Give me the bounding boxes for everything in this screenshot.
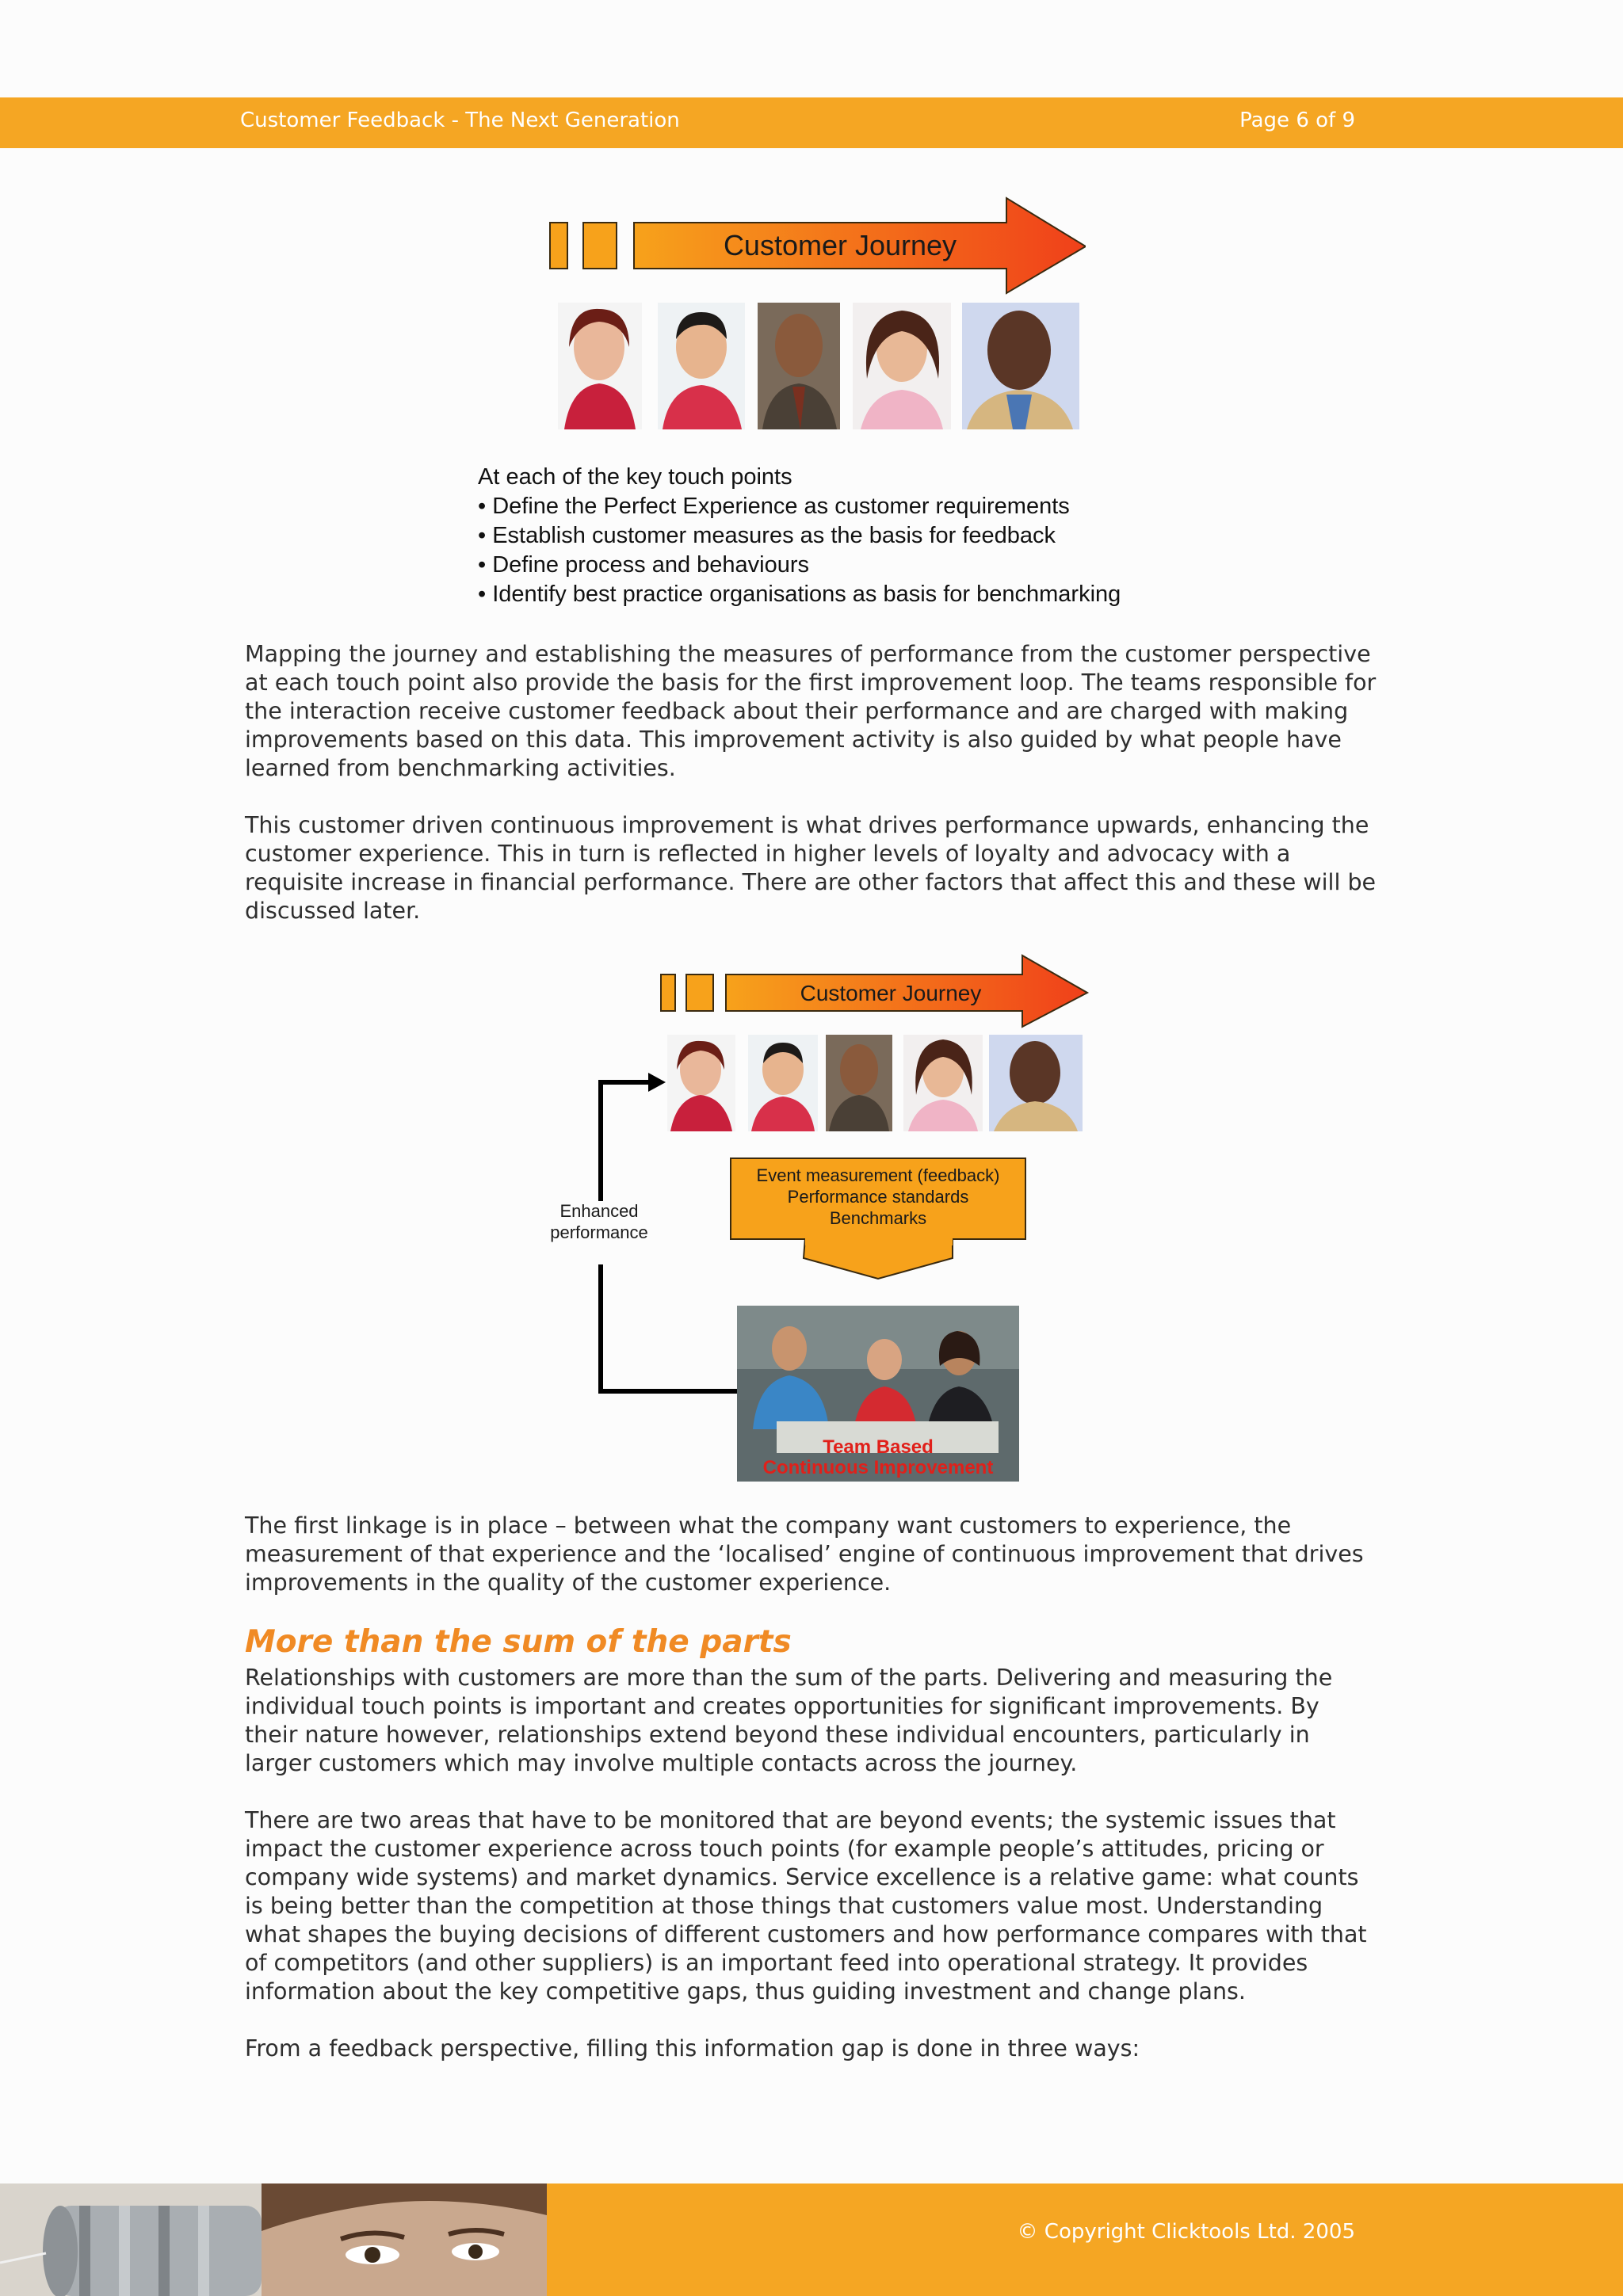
customer-portrait: [558, 303, 642, 429]
journey-stage-block: [686, 974, 713, 1011]
document-title: Customer Feedback - The Next Generation: [240, 109, 680, 132]
body-paragraph: From a feedback perspective, filling this information gap is done in three ways:: [245, 2035, 1140, 2061]
measurement-box-text: Event measurement (feedback): [756, 1165, 1000, 1185]
customer-portrait: [903, 1035, 983, 1131]
body-paragraph: The first linkage is in place – between what the company want customers to experience, the measurement of that experience and the ‘localised’ engine of continuous improvement that drives improvements in the quality of the customer experience.: [245, 1512, 1364, 1596]
customer-portrait: [667, 1035, 735, 1131]
journey-stage-block: [583, 223, 617, 269]
customer-portrait: [853, 303, 951, 429]
touch-points-heading: At each of the key touch points: [478, 464, 792, 490]
journey-stage-block: [550, 223, 567, 269]
body-paragraph: Relationships with customers are more than the sum of the parts. Delivering and measuring the individual touch points is important and creates opportunities for significant improvements. By their nature however, relationships extend beyond these individual encounters, particularly in larger customers which may involve multiple contacts across the journey.: [245, 1665, 1333, 1776]
journey-stage-block: [661, 974, 675, 1011]
loop-arrowhead: [648, 1073, 666, 1092]
body-paragraph: Mapping the journey and establishing the measures of performance from the customer perspective at each touch point also provide the basis for the first improvement loop. The teams responsible for the interaction receive customer feedback about their performance and are charged with making improvements based on this data. This improvement activity is also guided by what people have learned from benchmarking activities.: [245, 641, 1377, 781]
customer-portrait: [826, 1035, 892, 1131]
list-item: • Define process and behaviours: [478, 552, 810, 578]
journey-arrow-label: Customer Journey: [723, 229, 957, 261]
section-heading: More than the sum of the parts: [245, 1624, 792, 1660]
enhanced-performance-label: performance: [550, 1222, 648, 1242]
enhanced-performance-label: Enhanced: [559, 1201, 639, 1221]
customer-portrait: [658, 303, 745, 429]
page-number: Page 6 of 9: [1239, 109, 1355, 132]
customer-journey-figure: [547, 196, 1086, 434]
improvement-loop-figure: [539, 954, 1094, 1485]
touch-points-list: [478, 463, 1191, 609]
customer-portrait: [758, 303, 840, 429]
team-photo-caption: Team Based: [823, 1436, 934, 1458]
customer-portrait: [962, 303, 1079, 429]
journey-arrow-label: Customer Journey: [800, 981, 982, 1005]
list-item: • Define the Perfect Experience as customer requirements: [478, 494, 1070, 519]
body-paragraph: This customer driven continuous improvement is what drives performance upwards, enhancing the customer experience. This in turn is reflected in higher levels of loyalty and advocacy with a requisite increase in financial performance. There are other factors that affect this and these will be discussed later.: [245, 812, 1377, 924]
customer-portrait: [748, 1035, 818, 1131]
customer-portrait: [989, 1035, 1083, 1131]
list-item: • Establish customer measures as the basis for feedback: [478, 523, 1056, 548]
footer-photo: [0, 2183, 547, 2296]
list-item: • Identify best practice organisations as basis for benchmarking: [478, 582, 1121, 607]
measurement-box-text: Performance standards: [787, 1187, 969, 1207]
team-photo-caption: Continuous Improvement: [762, 1457, 994, 1478]
copyright: © Copyright Clicktools Ltd. 2005: [1017, 2220, 1355, 2244]
body-paragraph: There are two areas that have to be monitored that are beyond events; the systemic issues that impact the customer experience across touch points (for example people’s attitudes, pricing or company wide systems) and market dynamics. Service excellence is a relative game: what counts is being better than the competition at those things that customers value most. Understanding what shapes the buying decisions of different customers and how performance compares with that of competitors (and other suppliers) is an important feed into operational strategy. It provides information about the key competitive gaps, thus guiding investment and change plans.: [245, 1807, 1367, 2004]
measurement-box-text: Benchmarks: [829, 1208, 927, 1228]
